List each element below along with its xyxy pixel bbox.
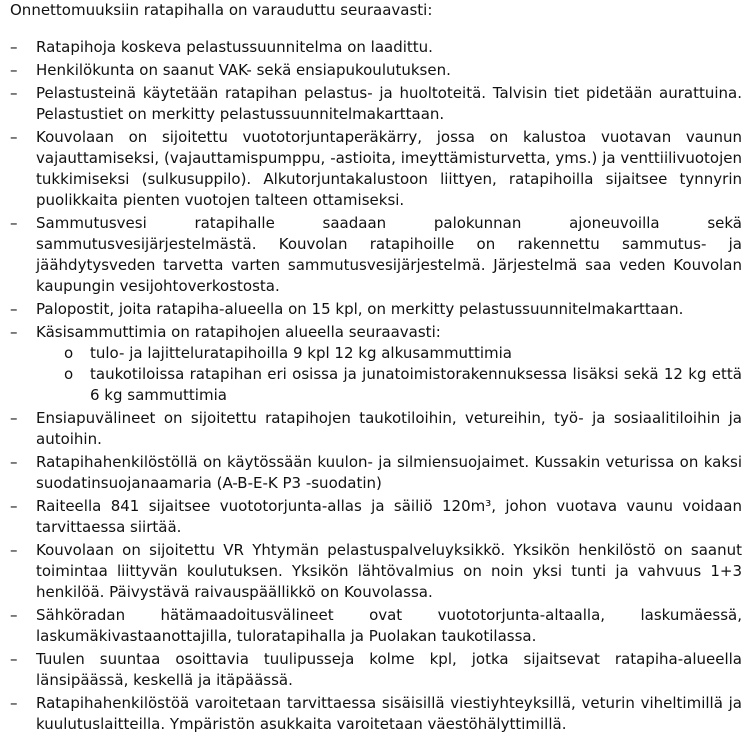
list-item	[10, 452, 742, 494]
list-item	[10, 60, 742, 81]
extinguisher-sublist	[36, 343, 742, 406]
dash-bullet: –	[10, 650, 18, 668]
list-item-text: Sammutusvesi ratapihalle saadaan palokunnan ajoneuvoilla sekä sammutusvesijärjestelmästä. Kouvolan ratapihoille on rakennettu sammutus- ja jäähdytysveden tarvetta varten sammutusvesijärjestelmä. Järjestelmä saa veden Kouvolan kaupungin vesijohtoverkostosta.	[36, 214, 742, 295]
dash-bullet: –	[10, 128, 18, 146]
dash-bullet: –	[10, 694, 18, 712]
list-item-text: Ratapihoja koskeva pelastussuunnitelma on laadittu.	[36, 38, 433, 56]
dash-bullet: –	[10, 541, 18, 559]
list-item	[10, 408, 742, 450]
list-item-text: Pelastusteinä käytetään ratapihan pelastus- ja huoltoteitä. Talvisin tiet pidetään aurattuina. Pelastustiet on merkitty pelastussuunnitelmakarttaan.	[36, 84, 742, 123]
list-item	[10, 322, 742, 406]
list-item	[10, 127, 742, 211]
circle-bullet: o	[64, 365, 74, 383]
list-item	[10, 540, 742, 603]
dash-bullet: –	[10, 606, 18, 624]
dash-bullet: –	[10, 300, 18, 318]
list-item	[10, 496, 742, 538]
list-item	[10, 37, 742, 58]
dash-bullet: –	[10, 497, 18, 515]
preparedness-list	[10, 37, 742, 735]
list-item-text: Kouvolaan on sijoitettu vuototorjuntaperäkärry, jossa on kalustoa vuotavan vaunun vajauttamiseksi, (vajauttamispumppu, -astioita, imeyttämisturvetta, yms.) ja venttiilivuotojen tukkimiseksi (sulkusuppilo). Alkutorjuntakalustoon liittyen, ratapihoilla sijaitsee tynnyrin puolikkaita pienten vuotojen talteen ottamiseksi.	[36, 128, 742, 209]
list-item-text: Henkilökunta on saanut VAK- sekä ensiapukoulutuksen.	[36, 61, 451, 79]
list-item-text: Raiteella 841 sijaitsee vuototorjunta-allas ja säiliö 120m³, johon vuotava vaunu voidaan tarvittaessa siirtää.	[36, 497, 742, 536]
list-item-text: Ratapihahenkilöstöä varoitetaan tarvittaessa sisäisillä viestiyhteyksillä, veturin viheltimillä ja kuulutuslaitteilla. Ympäristön asukkaita varoitetaan väestöhälyttimillä.	[36, 694, 742, 733]
list-item-text: Käsisammuttimia on ratapihojen alueella seuraavasti:	[36, 323, 441, 341]
dash-bullet: –	[10, 61, 18, 79]
list-item	[10, 649, 742, 691]
sublist-item	[64, 343, 742, 364]
dash-bullet: –	[10, 214, 18, 232]
sublist-item	[64, 364, 742, 406]
list-item-text: Ratapihahenkilöstöllä on käytössään kuulon- ja silmiensuojaimet. Kussakin veturissa on kaksi suodatinsuojanaamaria (A-B-E-K P3 -suodatin)	[36, 453, 742, 492]
sublist-item-text: tulo- ja lajitteluratapihoilla 9 kpl 12 kg alkusammuttimia	[90, 344, 512, 362]
list-item-text: Palopostit, joita ratapiha-alueella on 15 kpl, on merkitty pelastussuunnitelmakarttaan.	[36, 300, 684, 318]
dash-bullet: –	[10, 323, 18, 341]
sublist-item-text: taukotiloissa ratapihan eri osissa ja junatoimistorakennuksessa lisäksi sekä 12 kg että 6 kg sammuttimia	[90, 365, 742, 404]
dash-bullet: –	[10, 38, 18, 56]
intro-text: Onnettomuuksiin ratapihalla on varauduttu seuraavasti:	[10, 1, 433, 19]
list-item-text: Ensiapuvälineet on sijoitettu ratapihojen taukotiloihin, vetureihin, työ- ja sosiaalitiloihin ja autoihin.	[36, 409, 742, 448]
list-item-text: Sähköradan hätämaadoitusvälineet ovat vuototorjunta-altaalla, laskumäessä, laskumäkivastaanottajilla, tuloratapihalla ja Puolakan taukotilassa.	[36, 606, 742, 645]
list-item	[10, 605, 742, 647]
dash-bullet: –	[10, 453, 18, 471]
list-item	[10, 299, 742, 320]
circle-bullet: o	[64, 344, 74, 362]
list-item	[10, 693, 742, 735]
dash-bullet: –	[10, 84, 18, 102]
list-item	[10, 213, 742, 297]
dash-bullet: –	[10, 409, 18, 427]
list-item-text: Tuulen suuntaa osoittavia tuulipusseja kolme kpl, jotka sijaitsevat ratapiha-alueella länsipäässä, keskellä ja itäpäässä.	[36, 650, 742, 689]
list-item-text: Kouvolaan on sijoitettu VR Yhtymän pelastuspalveluyksikkö. Yksikön henkilöstö on saanut toimintaa liittyvän koulutuksen. Yksikön lähtövalmius on noin yksi tunti ja vahvuus 1+3 henkilöä. Päivystävä raivauspäällikkö on Kouvolassa.	[36, 541, 742, 601]
list-item	[10, 83, 742, 125]
